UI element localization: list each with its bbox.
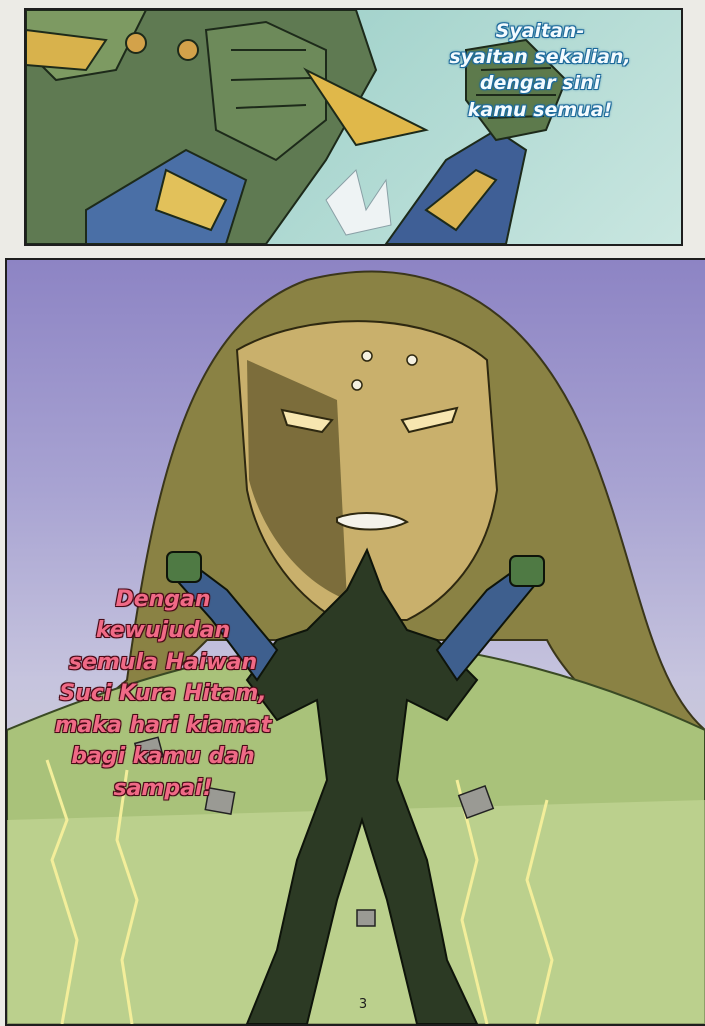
main-caption-line: sampai! (113, 775, 213, 801)
top-caption-line: Syaitan- (495, 20, 585, 42)
page-number: 3 (358, 997, 368, 1012)
main-caption-line: kewujudan (95, 618, 231, 644)
main-caption-line: Dengan (115, 587, 211, 612)
top-caption-line: syaitan sekalian, (449, 46, 631, 69)
main-caption-line: Suci Kura Hitam, (59, 681, 267, 707)
main-caption-line: semula Haiwan (68, 649, 258, 675)
main-caption-line: maka hari kiamat (54, 712, 272, 738)
top-panel-caption (435, 18, 645, 123)
main-panel-caption (33, 584, 293, 804)
main-comic-panel (5, 258, 705, 1026)
main-caption-line: bagi kamu dah (71, 744, 255, 770)
top-caption-line: kamu semua! (467, 98, 613, 121)
top-caption-line: dengar sini (479, 72, 601, 95)
top-comic-panel (24, 8, 683, 246)
